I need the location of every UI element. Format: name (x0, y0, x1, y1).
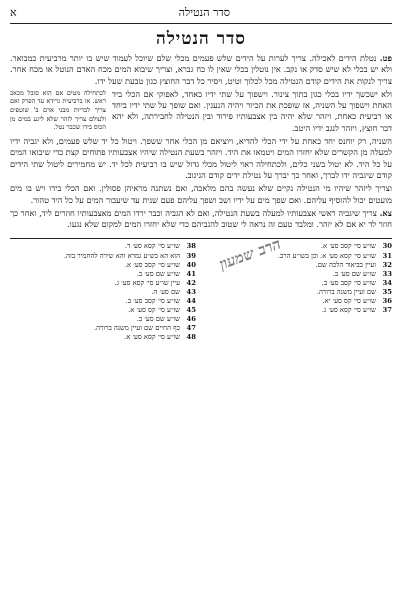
footnote-rule (10, 238, 392, 239)
footnote-text: כף החיים שם ועיין משנה ברורה. (93, 324, 180, 333)
footnote-item (206, 252, 392, 261)
section-title: סדר הנטילה (156, 29, 246, 49)
footnote-item (10, 279, 196, 288)
footnote-number: 33 (382, 269, 392, 278)
footnote-text: שו״ע סי׳ קסב סע׳ א. (320, 242, 376, 251)
footnote-number: 48 (186, 333, 196, 342)
footnotes (10, 242, 392, 342)
footnote-number: 39 (186, 251, 196, 260)
footnote-text: שו״ע סי׳ קס סע׳ א. (128, 306, 180, 315)
footnotes-right-column (206, 242, 392, 342)
footnote-text: שו״ע סי׳ קס סע׳ יא. (322, 297, 376, 306)
footnote-item (10, 306, 196, 315)
footnote-number: 37 (382, 306, 392, 315)
footnote-number: 44 (186, 297, 196, 306)
footnote-text: ועיין בביאור הלכה שם. (315, 260, 376, 269)
paragraph-91-text: צריך שיגביה ראשי אצבעותיו למעלה בשעת הנטילה, ואם לא הגביה וכבר ירדו המים מאצבעותיו חוזרים ליד, ואחר כך חוזר לד יא אם לא יזהר. ומלבד טעם זה נראה לי שטוב להגביהם כדי שלא יחזרו המים למקום שלא נגעו. (10, 207, 392, 230)
footnote-number: 46 (186, 315, 196, 324)
footnote-item (206, 288, 392, 297)
footnote-number: 47 (186, 324, 196, 333)
footnote-number: 40 (186, 260, 196, 269)
inset-main-text: ולא ישכשך ידיו בכלי כגון בתוך צינור. וישפוך על שתי ידיו כאחד, לאפוקי אם הכלי ביד האחת וישפוך על השניה, אז שופכת את הכיור ויהיה הנעגין. ואם שופך על שתי ידיו ביחד או רביעית כאחת, ויזהר שלא יהיה בין אצבעותיו פירוד ובין הנטילה לחבירתה, ולא יהא דבר חוצץ, ויזהר לנגב ידיו היטב. (112, 88, 392, 133)
footnote-item (206, 261, 392, 270)
footnotes-left-column (10, 242, 196, 342)
footnote-number: 36 (382, 297, 392, 306)
footnote-item (206, 279, 392, 288)
footnote-number: 45 (186, 306, 196, 315)
footnote-text: הוא הא בש״ע גמרא והא שירה להחמיר בזה. (63, 251, 180, 260)
inset-gloss: לכתחילה מטים אם הוא סובל מכאב ראש. או ברביעית גרידא עד הפרק ואם צריך לבריות מבני אדם ב' שוטפים ולעולם צריך לזהר שלא ליגע במים מן הכוס בידו שכבר נטל. (10, 88, 106, 132)
running-title: סדר הנטילה (178, 6, 230, 19)
footnote-item (10, 261, 196, 270)
footnote-number: 30 (382, 242, 392, 251)
footnote-text: עיין שו״ע סי׳ קסא סע׳ ג. (114, 278, 180, 287)
footnote-item (206, 306, 392, 315)
footnote-item (206, 242, 392, 251)
paragraph-89-continued: השניה, רק יוחנס יחד כאחת על ידי הכלי להדיא, ויוציאם מן הכלי אחר ששפך. ויטול כל יד שלש פעמים, ולא יגביה ידיו למעלה מן הקשרים שלא יחזרו המים ויטמאו את היד. ויזהר בשעת הנטילה שיהיו אצבעותיו פתוחים קצת כדי שיבואו המים על כל היד. לא יטול בשני כלים, ולכתחילה ראוי ליטול מכלי גדול שיש בו רביעית לכל יד. יש מחמירים ליטול שתי הידים קודם שיגביה ידו לברך, ואחר כך יברך על נטילת ידים קודם הניגוב. (10, 136, 392, 180)
footnote-text: שו״ע סי׳ קסב סע׳ ב. (321, 278, 376, 287)
page-letter: א (10, 6, 17, 19)
footnote-item (206, 270, 392, 279)
footnote-text: שו״ע סי׳ קסא סע׳ ד. (124, 242, 180, 251)
footnote-text: שו״ע שם סע׳ ב. (136, 315, 180, 324)
footnote-text: שו״ע שם סע׳ ב. (332, 269, 376, 278)
paragraph-89-text: נטלת הידים לאכילה. צריך לערות על הידים שלש פעמים מכלי שלם שיוכל לעמוד שיש בו יותר מרביעית כמבואר. ולא יש בכלי לא שיש סדק או נקב. אין נוטלין בכלי שאין לו כח גברא, וצריך שיבוא המים מכח האדם הנוטל או מכח אחר. צריך לנקות את הידים קודם הנטילה מכל לכלוך וטיט, ויסיר כל דבר החוצץ כגון טבעת שעל ידו. (10, 53, 392, 86)
handwritten-stamp: הרב שמעון (216, 234, 284, 274)
footnote-number: 43 (186, 287, 196, 296)
footnote-item (10, 324, 196, 333)
footnote-number: 41 (186, 269, 196, 278)
footnote-number: 34 (382, 278, 392, 287)
footnote-item (10, 252, 196, 261)
running-head (10, 6, 392, 20)
footnote-number: 35 (382, 287, 392, 296)
footnote-number: 38 (186, 242, 196, 251)
footnote-text: שו״ע סי׳ קסב סע׳ א. (124, 260, 180, 269)
footnote-text: שו״ע שם סע׳ ב. (136, 269, 180, 278)
paragraph-91 (10, 208, 392, 231)
inset-block (10, 89, 392, 136)
paragraph-91-lead: צא. (379, 207, 392, 218)
footnote-text: שם סע׳ ה. (151, 287, 180, 296)
footnote-number: 42 (186, 278, 196, 287)
footnote-number: 31 (382, 251, 392, 260)
footnote-item (10, 288, 196, 297)
footnote-text: שו״ע סי׳ קסא סע׳ א. (124, 333, 180, 342)
footnote-item (10, 315, 196, 324)
footnote-text: שו״ע סי׳ קסא סע׳ א. וכן בשו״ע הרב. (277, 251, 376, 260)
footnote-item (206, 297, 392, 306)
header-rule (10, 23, 392, 24)
footnote-item (10, 270, 196, 279)
footnote-item (10, 242, 196, 251)
footnote-item (10, 297, 196, 306)
footnote-item (10, 333, 196, 342)
paragraph-90: וצריך ליזהר שיהיו מי הנטילה נקיים שלא נעשה בהם מלאכה, ואם נשתנה מראיהן פסולין. ואם הכלי בידו ויש בו מים מועטים יכול להוסיף עליהם. ואם שפך מים על ידיו ושב ושפך עליהם פעם שנית עד שיעבור המים על כל היד טהור. (10, 183, 392, 205)
paragraph-89-lead: פט. (379, 53, 393, 63)
footnote-number: 32 (382, 260, 392, 269)
footnote-text: שו״ע סי׳ קסב סע׳ ב. (125, 297, 180, 306)
footnote-text: שם ועיין משנה ברורה. (316, 287, 376, 296)
footnote-text: שו״ע סי׳ קסא סע׳ ג. (321, 306, 376, 315)
paragraph-89 (10, 53, 392, 87)
